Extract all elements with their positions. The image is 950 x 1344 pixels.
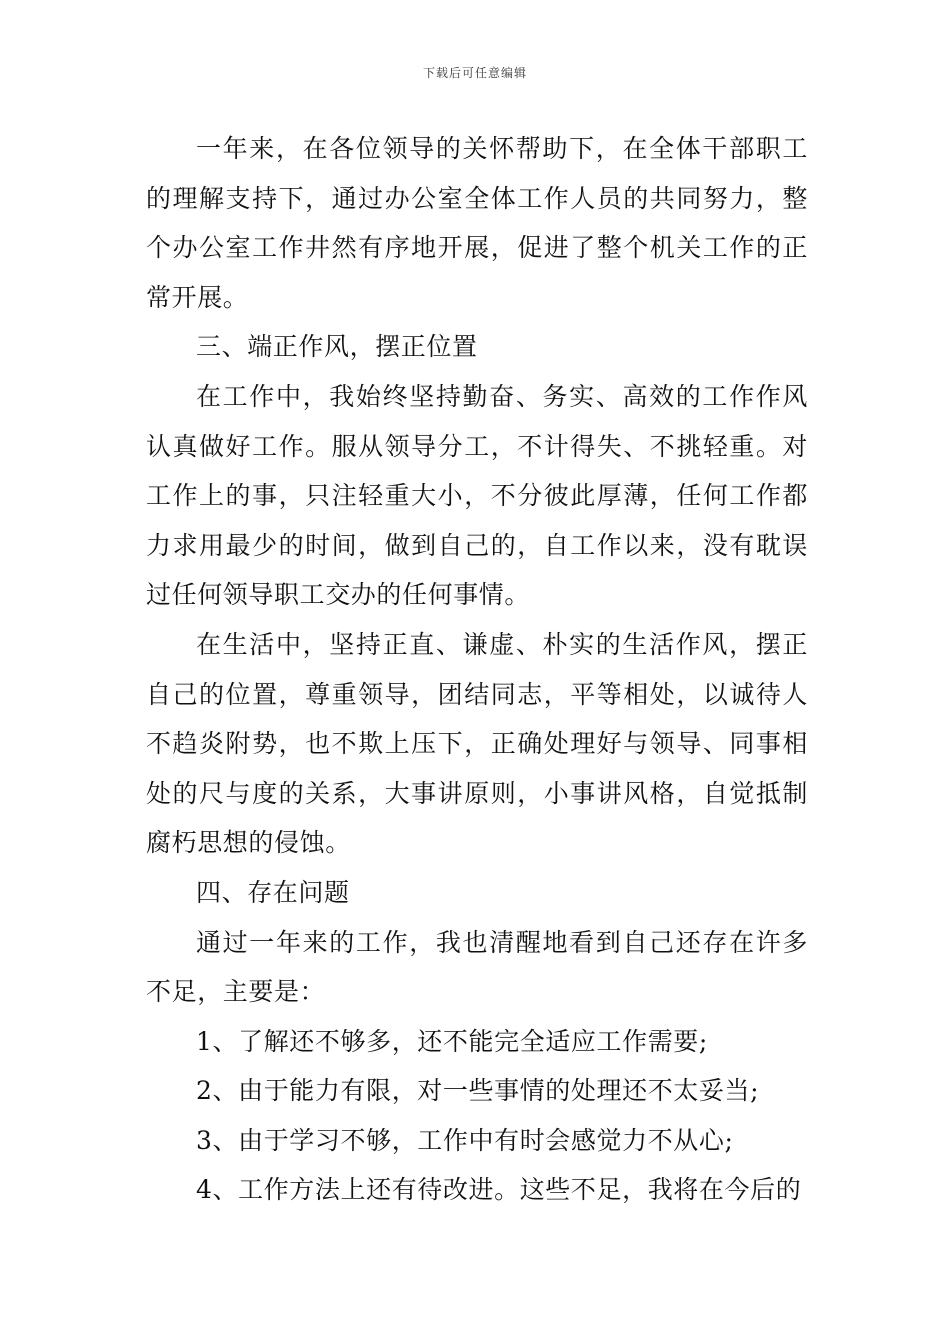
- paragraph-work-style: 在工作中，我始终坚持勤奋、务实、高效的工作作风认真做好工作。服从领导分工，不计得失、不挑轻重。对工作上的事，只注轻重大小，不分彼此厚薄，任何工作都力求用最少的时间，做到自己的，自工作以来，没有耽误过任何领导职工交办的任何事情。: [146, 381, 808, 610]
- section-heading-style: 三、端正作风，摆正位置: [196, 332, 478, 362]
- list-item-problem-4: 4、工作方法上还有待改进。这些不足，我将在今后的: [196, 1175, 802, 1205]
- header-note: 下载后可任意编辑: [422, 66, 527, 80]
- list-item-problem-1: 1、了解还不够多，还不能完全适应工作需要;: [196, 1026, 708, 1056]
- list-item-problem-2: 2、由于能力有限，对一些事情的处理还不太妥当;: [196, 1076, 760, 1106]
- paragraph-problems-intro: 通过一年来的工作，我也清醒地看到自己还存在许多不足，主要是：: [146, 927, 808, 1007]
- paragraph-summary: 一年来，在各位领导的关怀帮助下，在全体干部职工的理解支持下，通过办公室全体工作人员的共同努力，整个办公室工作井然有序地开展，促进了整个机关工作的正常开展。: [146, 134, 808, 312]
- paragraph-life-style: 在生活中，坚持正直、谦虚、朴实的生活作风，摆正自己的位置，尊重领导，团结同志，平等相处，以诚待人不趋炎附势，也不欺上压下，正确处理好与领导、同事相处的尺与度的关系，大事讲原则，小事讲风格，自觉抵制腐朽思想的侵蚀。: [146, 629, 808, 858]
- document-body: [146, 124, 808, 1215]
- list-item-problem-3: 3、由于学习不够，工作中有时会感觉力不从心;: [196, 1125, 734, 1155]
- section-heading-problems: 四、存在问题: [196, 877, 350, 907]
